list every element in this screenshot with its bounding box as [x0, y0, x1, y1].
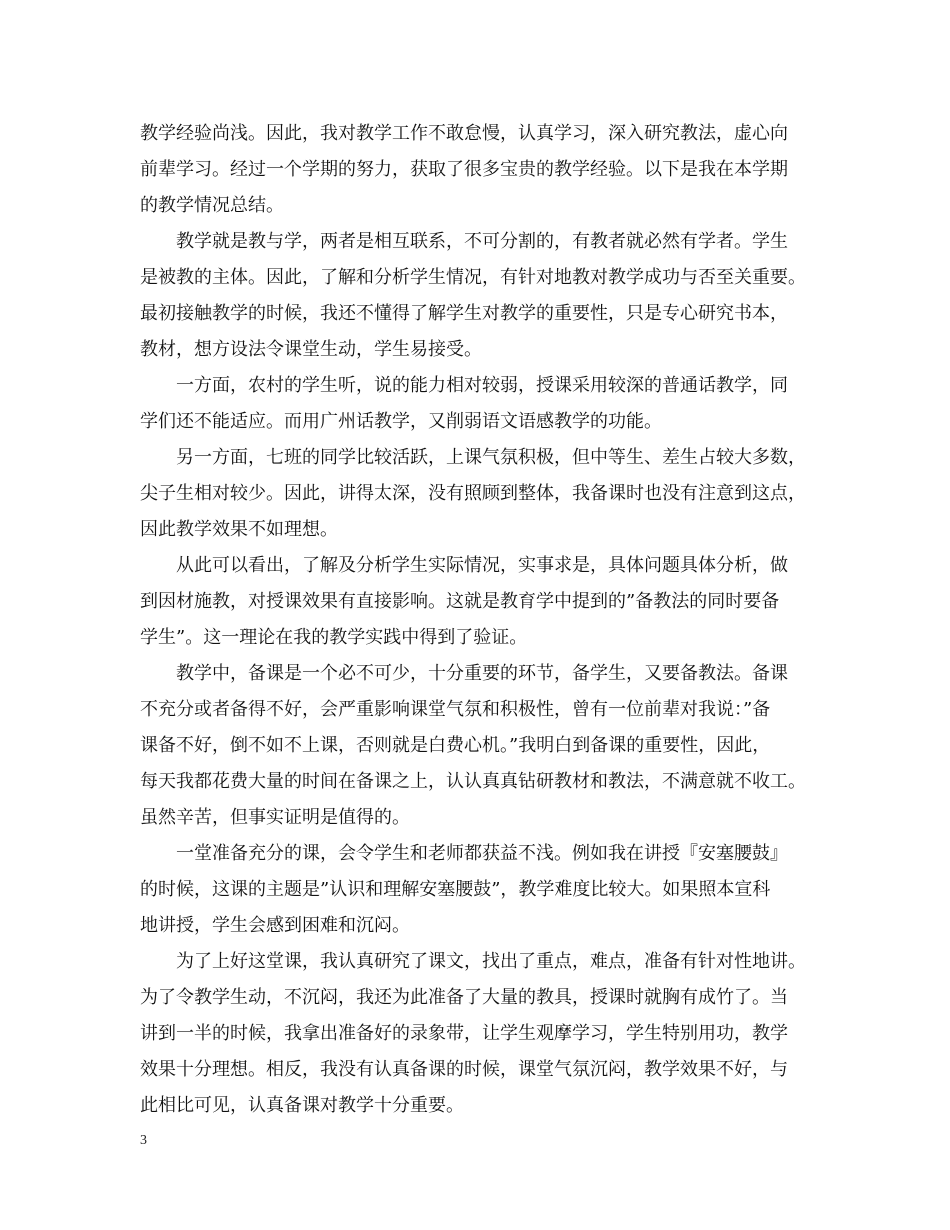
text-line: 前辈学习。经过一个学期的努力，获取了很多宝贵的教学经验。以下是我在本学期	[140, 159, 788, 180]
text-line: 地讲授，学生会感到困难和沉闷。	[140, 915, 410, 936]
paragraph-first-line: 一堂准备充分的课，会令学生和老师都获益不浅。例如我在讲授『安塞腰鼓』	[176, 843, 788, 864]
paragraph-first-line: 从此可以看出，了解及分析学生实际情况，实事求是，具体问题具体分析，做	[176, 555, 788, 576]
text-line: 因此教学效果不如理想。	[140, 519, 338, 540]
paragraph-first-line: 教学中，备课是一个必不可少，十分重要的环节，备学生，又要备教法。备课	[176, 663, 788, 684]
text-line: 的教学情况总结。	[140, 195, 284, 216]
paragraph-first-line: 为了上好这堂课，我认真研究了课文，找出了重点，难点，准备有针对性地讲。	[176, 951, 806, 972]
text-line: 虽然辛苦，但事实证明是值得的。	[140, 807, 410, 828]
paragraph-first-line: 一方面，农村的学生听，说的能力相对较弱，授课采用较深的普通话教学，同	[176, 375, 788, 396]
text-line: 此相比可见，认真备课对教学十分重要。	[140, 1095, 464, 1116]
page-number: 3	[140, 1133, 147, 1148]
text-line: 不充分或者备得不好，会严重影响课堂气氛和积极性，曾有一位前辈对我说：”备	[140, 699, 771, 720]
text-line: 效果十分理想。相反，我没有认真备课的时候，课堂气氛沉闷，教学效果不好，与	[140, 1059, 788, 1080]
body-text	[140, 116, 810, 1124]
paragraph-first-line: 教学就是教与学，两者是相互联系，不可分割的，有教者就必然有学者。学生	[176, 231, 788, 252]
text-line: 讲到一半的时候，我拿出准备好的录象带，让学生观摩学习，学生特别用功，教学	[140, 1023, 788, 1044]
text-line: 到因材施教，对授课效果有直接影响。这就是教育学中提到的”备教法的同时要备	[140, 591, 780, 612]
text-line: 最初接触教学的时候，我还不懂得了解学生对教学的重要性，只是专心研究书本，	[140, 303, 788, 324]
text-line: 课备不好，倒不如不上课，否则就是白费心机。”我明白到备课的重要性，因此，	[140, 735, 771, 756]
text-line: 每天我都花费大量的时间在备课之上，认认真真钻研教材和教法，不满意就不收工。	[140, 771, 806, 792]
text-line: 学生”。这一理论在我的教学实践中得到了验证。	[140, 627, 528, 648]
text-line: 教材，想方设法令课堂生动，学生易接受。	[140, 339, 482, 360]
paragraph-first-line: 另一方面，七班的同学比较活跃，上课气氛积极，但中等生、差生占较大多数，	[176, 447, 806, 468]
text-line: 为了令教学生动，不沉闷，我还为此准备了大量的教具，授课时就胸有成竹了。当	[140, 987, 788, 1008]
text-line: 的时候，这课的主题是”认识和理解安塞腰鼓”，教学难度比较大。如果照本宣科	[140, 879, 771, 900]
text-line: 学们还不能适应。而用广州话教学，又削弱语文语感教学的功能。	[140, 411, 662, 432]
text-line: 尖子生相对较少。因此，讲得太深，没有照顾到整体，我备课时也没有注意到这点，	[140, 483, 806, 504]
text-line: 是被教的主体。因此，了解和分析学生情况，有针对地教对教学成功与否至关重要。	[140, 267, 806, 288]
text-line: 教学经验尚浅。因此，我对教学工作不敢怠慢，认真学习，深入研究教法，虚心向	[140, 123, 788, 144]
